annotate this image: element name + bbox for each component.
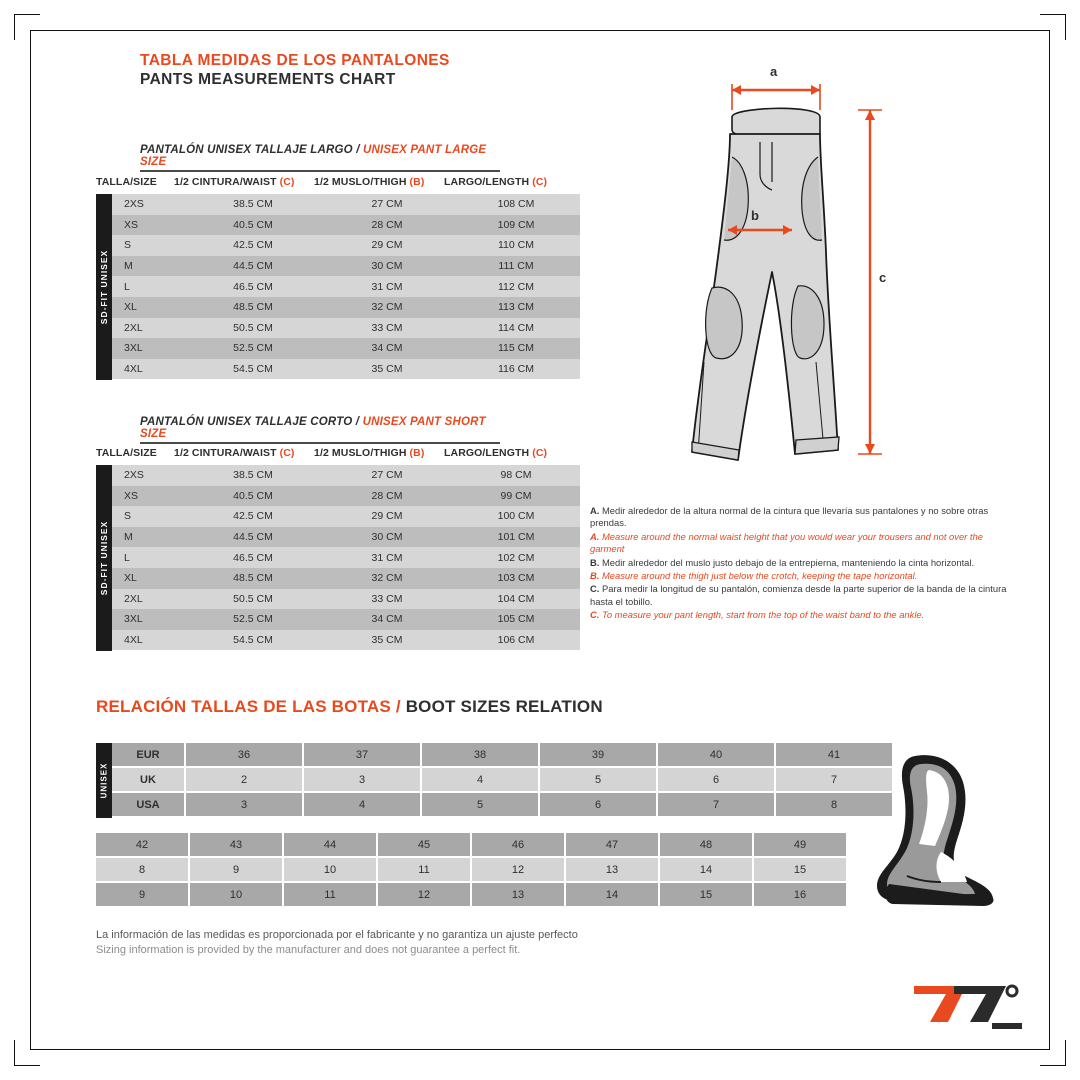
long-col-thigh: 1/2 MUSLO/THIGH (B) <box>314 176 425 188</box>
boot-cell: 10 <box>284 858 378 883</box>
cell-length: 101 CM <box>452 527 580 548</box>
boot-row-label: UK <box>112 768 186 793</box>
long-size-heading-sep: / <box>352 144 363 156</box>
cell-length: 115 CM <box>452 338 580 359</box>
brand-logo <box>908 976 1028 1032</box>
cell-thigh: 27 CM <box>322 194 452 215</box>
table-row <box>112 589 580 610</box>
cell-size: 2XL <box>112 589 184 610</box>
cell-waist: 46.5 CM <box>184 547 322 568</box>
long-col-length: LARGO/LENGTH (C) <box>444 176 548 188</box>
boot-table-row <box>112 793 894 818</box>
cell-size: L <box>112 547 184 568</box>
boot-cell: 5 <box>422 793 540 818</box>
short-size-heading <box>140 416 500 444</box>
cell-waist: 42.5 CM <box>184 235 322 256</box>
short-col-waist: 1/2 CINTURA/WAIST (C) <box>174 447 295 459</box>
cell-thigh: 31 CM <box>322 547 452 568</box>
boot-cell: 47 <box>566 833 660 858</box>
short-table-sidebar-label: SD-FIT UNISEX <box>96 465 112 651</box>
cell-waist: 38.5 CM <box>184 194 322 215</box>
table-row <box>112 256 580 277</box>
boot-table-row <box>96 858 848 883</box>
cell-thigh: 35 CM <box>322 359 452 380</box>
cell-length: 103 CM <box>452 568 580 589</box>
table-row <box>112 630 580 651</box>
boot-cell: 15 <box>754 858 848 883</box>
page-title <box>140 52 450 90</box>
note-b-en: B. Measure around the thigh just below the crotch, keeping the tape horizontal. <box>590 570 918 582</box>
table-row <box>112 297 580 318</box>
page-title-en: PANTS MEASUREMENTS CHART <box>140 70 396 88</box>
table-row <box>112 318 580 339</box>
short-size-table <box>96 465 580 650</box>
table-row <box>112 465 580 486</box>
boot-cell: 12 <box>378 883 472 908</box>
boot-cell: 13 <box>472 883 566 908</box>
boot-row-label: USA <box>112 793 186 818</box>
short-col-length: LARGO/LENGTH (C) <box>444 447 548 459</box>
cell-length: 114 CM <box>452 318 580 339</box>
table-row <box>112 506 580 527</box>
cell-length: 109 CM <box>452 215 580 236</box>
boot-cell: 12 <box>472 858 566 883</box>
cell-size: 2XS <box>112 194 184 215</box>
cell-length: 99 CM <box>452 486 580 507</box>
diagram-label-a: a <box>770 64 778 79</box>
cell-waist: 52.5 CM <box>184 338 322 359</box>
note-a-es: A. Medir alrededor de la altura normal de la cintura que llevaría sus pantalones y no sobre otras prendas. <box>590 505 989 529</box>
boot-size-table-top <box>96 743 894 818</box>
cell-waist: 52.5 CM <box>184 609 322 630</box>
boot-title-es: RELACIÓN TALLAS DE LAS BOTAS / <box>96 697 401 716</box>
boot-cell: 3 <box>186 793 304 818</box>
table-row <box>112 215 580 236</box>
cell-thigh: 34 CM <box>322 609 452 630</box>
boot-size-table-bottom <box>96 833 848 908</box>
boot-title-en: BOOT SIZES RELATION <box>405 697 603 716</box>
cell-size: 2XL <box>112 318 184 339</box>
cell-size: 3XL <box>112 338 184 359</box>
cell-waist: 40.5 CM <box>184 215 322 236</box>
cell-size: S <box>112 506 184 527</box>
boot-cell: 45 <box>378 833 472 858</box>
table-row <box>112 194 580 215</box>
boot-cell: 40 <box>658 743 776 768</box>
boot-section-title <box>96 697 603 717</box>
boot-cell: 36 <box>186 743 304 768</box>
table-row <box>112 486 580 507</box>
diagram-label-c: c <box>879 270 887 285</box>
boot-cell: 9 <box>190 858 284 883</box>
footer-note-en: Sizing information is provided by the manufacturer and does not guarantee a perfect fit. <box>96 943 521 956</box>
note-a-en: A. Measure around the normal waist height that you would wear your trousers and not over the garment <box>590 530 983 555</box>
cell-thigh: 30 CM <box>322 527 452 548</box>
cell-size: L <box>112 276 184 297</box>
long-size-heading-es: PANTALÓN UNISEX TALLAJE LARGO <box>140 144 353 156</box>
boot-cell: 11 <box>284 883 378 908</box>
boot-cell: 2 <box>186 768 304 793</box>
long-size-heading-en: UNISEX PANT LARGE SIZE <box>140 144 487 168</box>
cell-size: XS <box>112 486 184 507</box>
cell-thigh: 32 CM <box>322 568 452 589</box>
cell-length: 110 CM <box>452 235 580 256</box>
cell-thigh: 32 CM <box>322 297 452 318</box>
cell-length: 105 CM <box>452 609 580 630</box>
boot-table-row <box>112 743 894 768</box>
boot-cell: 49 <box>754 833 848 858</box>
boot-cell: 48 <box>660 833 754 858</box>
cell-size: XL <box>112 568 184 589</box>
boot-cell: 3 <box>304 768 422 793</box>
boot-cell: 14 <box>566 883 660 908</box>
cell-waist: 46.5 CM <box>184 276 322 297</box>
boot-illustration <box>845 748 1025 908</box>
boot-cell: 39 <box>540 743 658 768</box>
cell-waist: 42.5 CM <box>184 506 322 527</box>
boot-cell: 38 <box>422 743 540 768</box>
table-row <box>112 609 580 630</box>
boot-cell: 8 <box>96 858 190 883</box>
short-size-heading-en: UNISEX PANT SHORT SIZE <box>140 416 486 440</box>
measurement-notes <box>590 505 1010 623</box>
cell-waist: 38.5 CM <box>184 465 322 486</box>
cell-size: 2XS <box>112 465 184 486</box>
cell-thigh: 28 CM <box>322 486 452 507</box>
note-b-es: B. Medir alrededor del muslo justo debajo de la entrepierna, manteniendo la cinta horizontal. <box>590 556 975 568</box>
cell-size: 3XL <box>112 609 184 630</box>
table-row <box>112 359 580 380</box>
table-row <box>112 568 580 589</box>
cell-length: 102 CM <box>452 547 580 568</box>
cell-thigh: 29 CM <box>322 506 452 527</box>
long-size-table <box>96 194 580 379</box>
cell-length: 108 CM <box>452 194 580 215</box>
long-col-waist: 1/2 CINTURA/WAIST (C) <box>174 176 295 188</box>
long-size-heading <box>140 144 500 172</box>
short-col-thigh: 1/2 MUSLO/THIGH (B) <box>314 447 425 459</box>
boot-cell: 16 <box>754 883 848 908</box>
boot-cell: 14 <box>660 858 754 883</box>
boot-cell: 15 <box>660 883 754 908</box>
boot-cell: 4 <box>422 768 540 793</box>
boot-table-row <box>96 883 848 908</box>
long-table-sidebar-label: SD-FIT UNISEX <box>96 194 112 380</box>
cell-thigh: 34 CM <box>322 338 452 359</box>
boot-cell: 8 <box>776 793 894 818</box>
boot-cell: 43 <box>190 833 284 858</box>
table-row <box>112 527 580 548</box>
cell-thigh: 33 CM <box>322 318 452 339</box>
short-size-heading-sep: / <box>352 416 363 428</box>
note-c-en: C. To measure your pant length, start from the top of the waist band to the ankle. <box>590 609 925 621</box>
cell-size: S <box>112 235 184 256</box>
boot-table-row <box>96 833 848 858</box>
cell-waist: 54.5 CM <box>184 630 322 651</box>
cell-length: 111 CM <box>452 256 580 277</box>
table-row <box>112 547 580 568</box>
table-row <box>112 235 580 256</box>
cell-size: M <box>112 527 184 548</box>
boot-cell: 7 <box>776 768 894 793</box>
boot-cell: 44 <box>284 833 378 858</box>
cell-thigh: 31 CM <box>322 276 452 297</box>
cell-waist: 54.5 CM <box>184 359 322 380</box>
cell-size: M <box>112 256 184 277</box>
boot-table-row <box>112 768 894 793</box>
boot-cell: 46 <box>472 833 566 858</box>
cell-length: 106 CM <box>452 630 580 651</box>
boot-cell: 10 <box>190 883 284 908</box>
cell-waist: 50.5 CM <box>184 589 322 610</box>
boot-cell: 11 <box>378 858 472 883</box>
cell-length: 116 CM <box>452 359 580 380</box>
boot-cell: 41 <box>776 743 894 768</box>
boot-cell: 6 <box>658 768 776 793</box>
boot-row-label: EUR <box>112 743 186 768</box>
cell-thigh: 27 CM <box>322 465 452 486</box>
cell-thigh: 33 CM <box>322 589 452 610</box>
cell-size: 4XL <box>112 359 184 380</box>
long-col-size: TALLA/SIZE <box>96 176 157 188</box>
cell-waist: 44.5 CM <box>184 256 322 277</box>
cell-thigh: 30 CM <box>322 256 452 277</box>
boot-cell: 42 <box>96 833 190 858</box>
diagram-label-b: b <box>751 208 759 223</box>
boot-cell: 13 <box>566 858 660 883</box>
boot-cell: 7 <box>658 793 776 818</box>
boot-cell: 4 <box>304 793 422 818</box>
cell-waist: 50.5 CM <box>184 318 322 339</box>
boot-cell: 9 <box>96 883 190 908</box>
page-title-es: TABLA MEDIDAS DE LOS PANTALONES <box>140 52 450 69</box>
cell-length: 98 CM <box>452 465 580 486</box>
table-row <box>112 338 580 359</box>
cell-thigh: 28 CM <box>322 215 452 236</box>
boot-cell: 5 <box>540 768 658 793</box>
boot-table-sidebar-label: UNISEX <box>96 743 112 818</box>
cell-size: XL <box>112 297 184 318</box>
footer-note-es: La información de las medidas es proporcionada por el fabricante y no garantiza un ajuste perfecto <box>96 929 578 941</box>
cell-waist: 44.5 CM <box>184 527 322 548</box>
boot-cell: 6 <box>540 793 658 818</box>
cell-size: XS <box>112 215 184 236</box>
cell-length: 104 CM <box>452 589 580 610</box>
cell-length: 112 CM <box>452 276 580 297</box>
footer-note <box>96 928 578 958</box>
cell-waist: 48.5 CM <box>184 568 322 589</box>
cell-length: 100 CM <box>452 506 580 527</box>
cell-length: 113 CM <box>452 297 580 318</box>
table-row <box>112 276 580 297</box>
cell-thigh: 35 CM <box>322 630 452 651</box>
short-size-heading-es: PANTALÓN UNISEX TALLAJE CORTO <box>140 416 353 428</box>
cell-thigh: 29 CM <box>322 235 452 256</box>
cell-waist: 48.5 CM <box>184 297 322 318</box>
cell-waist: 40.5 CM <box>184 486 322 507</box>
cell-size: 4XL <box>112 630 184 651</box>
boot-cell: 37 <box>304 743 422 768</box>
note-c-es: C. Para medir la longitud de su pantalón, comienza desde la parte superior de la banda de la cintura hasta el tobillo. <box>590 583 1007 607</box>
pants-diagram <box>620 62 1020 482</box>
short-col-size: TALLA/SIZE <box>96 447 157 459</box>
